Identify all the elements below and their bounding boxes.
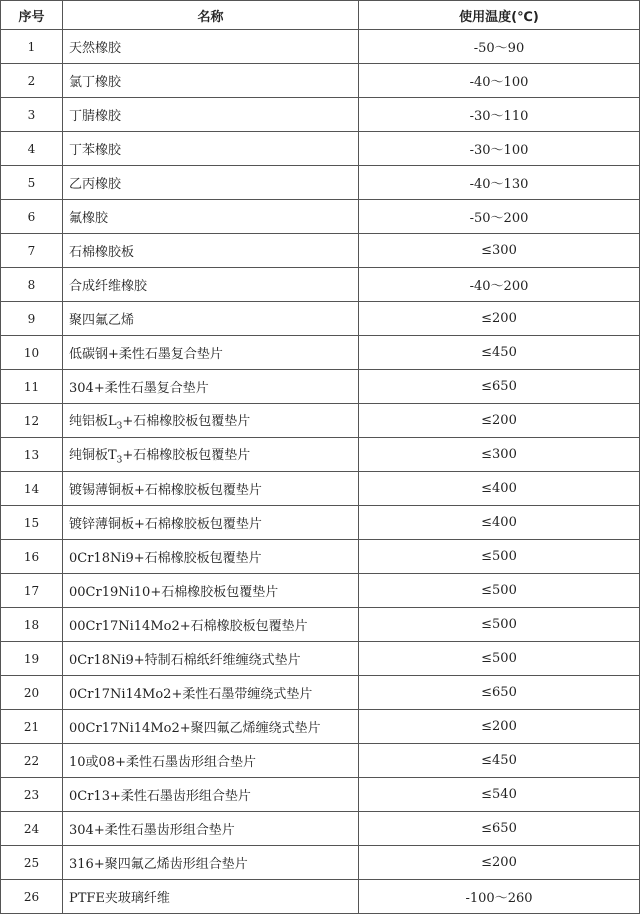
table-row	[1, 710, 640, 744]
row-index: 14	[1, 472, 63, 506]
row-name: 0Cr17Ni14Mo2+柔性石墨带缠绕式垫片	[63, 676, 359, 710]
row-name: 304+柔性石墨复合垫片	[63, 370, 359, 404]
header-index: 序号	[1, 1, 63, 30]
row-temp: ≤500	[359, 642, 640, 676]
table-row	[1, 642, 640, 676]
row-index: 12	[1, 404, 63, 438]
row-index: 8	[1, 268, 63, 302]
row-index: 2	[1, 64, 63, 98]
table-row	[1, 302, 640, 336]
row-index: 15	[1, 506, 63, 540]
table-row	[1, 30, 640, 64]
row-index: 26	[1, 880, 63, 914]
row-temp: ≤450	[359, 336, 640, 370]
row-temp: -40～200	[359, 268, 640, 302]
row-name: 0Cr18Ni9+特制石棉纸纤维缠绕式垫片	[63, 642, 359, 676]
table-row	[1, 234, 640, 268]
row-index: 10	[1, 336, 63, 370]
row-name: 石棉橡胶板	[63, 234, 359, 268]
row-name: 00Cr17Ni14Mo2+石棉橡胶板包覆垫片	[63, 608, 359, 642]
row-name: 乙丙橡胶	[63, 166, 359, 200]
table-row	[1, 64, 640, 98]
table-row	[1, 676, 640, 710]
table-row	[1, 608, 640, 642]
row-index: 6	[1, 200, 63, 234]
row-temp: -100～260	[359, 880, 640, 914]
row-temp: ≤650	[359, 812, 640, 846]
row-index: 17	[1, 574, 63, 608]
row-name: 00Cr17Ni14Mo2+聚四氟乙烯缠绕式垫片	[63, 710, 359, 744]
row-index: 19	[1, 642, 63, 676]
row-temp: ≤200	[359, 404, 640, 438]
row-index: 11	[1, 370, 63, 404]
name-subscript: 3	[116, 455, 123, 466]
row-index: 1	[1, 30, 63, 64]
table-row	[1, 812, 640, 846]
row-temp: ≤650	[359, 676, 640, 710]
table-row	[1, 370, 640, 404]
table-row	[1, 472, 640, 506]
row-index: 4	[1, 132, 63, 166]
row-name: 氯丁橡胶	[63, 64, 359, 98]
row-index: 3	[1, 98, 63, 132]
row-temp: ≤450	[359, 744, 640, 778]
row-name: 316+聚四氟乙烯齿形组合垫片	[63, 846, 359, 880]
row-name: 合成纤维橡胶	[63, 268, 359, 302]
row-temp: ≤500	[359, 574, 640, 608]
row-index: 13	[1, 438, 63, 472]
row-temp: -50～200	[359, 200, 640, 234]
row-name: 天然橡胶	[63, 30, 359, 64]
row-name: 00Cr19Ni10+石棉橡胶板包覆垫片	[63, 574, 359, 608]
row-name: PTFE夹玻璃纤维	[63, 880, 359, 914]
table-row	[1, 200, 640, 234]
table-row	[1, 268, 640, 302]
row-index: 18	[1, 608, 63, 642]
row-temp: -30～100	[359, 132, 640, 166]
row-temp: ≤200	[359, 710, 640, 744]
row-name: 镀锌薄铜板+石棉橡胶板包覆垫片	[63, 506, 359, 540]
table-row	[1, 166, 640, 200]
row-index: 7	[1, 234, 63, 268]
row-temp: ≤650	[359, 370, 640, 404]
row-temp: ≤200	[359, 846, 640, 880]
row-name	[63, 404, 359, 438]
row-temp: -30～110	[359, 98, 640, 132]
row-temp: ≤400	[359, 472, 640, 506]
row-name: 聚四氟乙烯	[63, 302, 359, 336]
row-name: 低碳钢+柔性石墨复合垫片	[63, 336, 359, 370]
row-name: 丁苯橡胶	[63, 132, 359, 166]
table-row	[1, 574, 640, 608]
row-name: 0Cr13+柔性石墨齿形组合垫片	[63, 778, 359, 812]
row-index: 20	[1, 676, 63, 710]
name-part: 纯铝板L	[69, 413, 117, 429]
header-row	[1, 1, 640, 30]
row-temp: -50～90	[359, 30, 640, 64]
header-temp: 使用温度(℃)	[359, 1, 640, 30]
table-row	[1, 438, 640, 472]
row-temp: ≤500	[359, 608, 640, 642]
row-index: 5	[1, 166, 63, 200]
row-name: 镀锡薄铜板+石棉橡胶板包覆垫片	[63, 472, 359, 506]
table-row	[1, 540, 640, 574]
row-temp: ≤540	[359, 778, 640, 812]
row-temp: ≤200	[359, 302, 640, 336]
name-part: 纯铜板T	[69, 447, 117, 463]
row-index: 16	[1, 540, 63, 574]
row-index: 24	[1, 812, 63, 846]
name-subscript: 3	[116, 421, 123, 432]
row-temp: ≤300	[359, 234, 640, 268]
row-name: 0Cr18Ni9+石棉橡胶板包覆垫片	[63, 540, 359, 574]
row-temp: -40～100	[359, 64, 640, 98]
table-row	[1, 336, 640, 370]
table-row	[1, 506, 640, 540]
table-row	[1, 132, 640, 166]
row-index: 9	[1, 302, 63, 336]
table-row	[1, 846, 640, 880]
header-name: 名称	[63, 1, 359, 30]
name-part: +石棉橡胶板包覆垫片	[122, 413, 251, 429]
row-name: 丁腈橡胶	[63, 98, 359, 132]
table-row	[1, 404, 640, 438]
row-index: 25	[1, 846, 63, 880]
row-index: 22	[1, 744, 63, 778]
name-part: +石棉橡胶板包覆垫片	[122, 447, 251, 463]
row-name: 304+柔性石墨齿形组合垫片	[63, 812, 359, 846]
row-name: 氟橡胶	[63, 200, 359, 234]
row-temp: ≤400	[359, 506, 640, 540]
row-temp: -40～130	[359, 166, 640, 200]
row-temp: ≤500	[359, 540, 640, 574]
row-name	[63, 438, 359, 472]
row-name: 10或08+柔性石墨齿形组合垫片	[63, 744, 359, 778]
row-temp: ≤300	[359, 438, 640, 472]
table-row	[1, 778, 640, 812]
table-row	[1, 880, 640, 914]
row-index: 23	[1, 778, 63, 812]
row-index: 21	[1, 710, 63, 744]
table-row	[1, 98, 640, 132]
table-row	[1, 744, 640, 778]
